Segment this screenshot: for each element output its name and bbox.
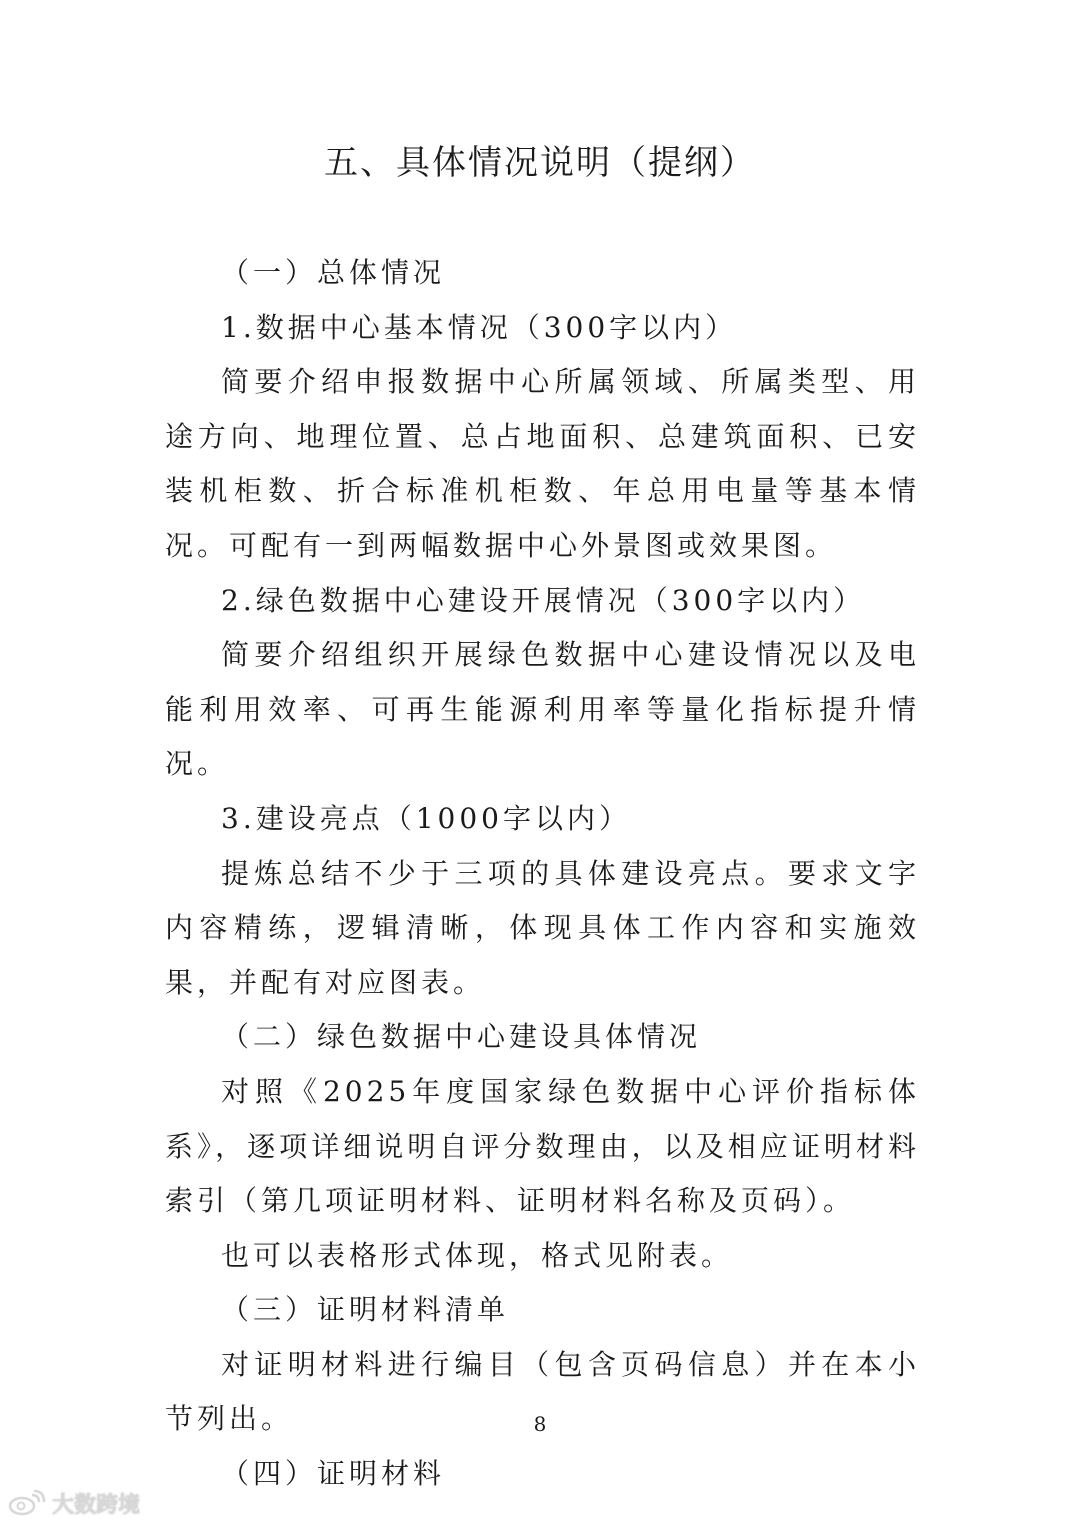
- subsection-heading-basic-info: 1.数据中心基本情况（300字以内）: [221, 310, 738, 344]
- watermark: [8, 1488, 140, 1518]
- paragraph-highlights: 提炼总结不少于三项的具体建设亮点。要求文字内容精练，逻辑清晰，体现具体工作内容和实施效果，并配有对应图表。: [165, 856, 920, 999]
- section-heading-evidence: （四）证明材料: [221, 1457, 446, 1491]
- watermark-text: 大数跨境: [52, 1492, 141, 1518]
- section-heading-overall: （一）总体情况: [221, 256, 446, 289]
- paragraph-details: 对照《2025年度国家绿色数据中心评价指标体系》，逐项详细说明自评分数理由，以及相应证明材料索引（第几项证明材料、证明材料名称及页码）。: [165, 1074, 920, 1218]
- subsection-heading-green-construction: 2.绿色数据中心建设开展情况（300字以内）: [221, 583, 866, 617]
- paragraph-evidence-list: 对证明材料进行编目（包含页码信息）并在本小节列出。: [165, 1347, 920, 1436]
- page-title: 五、具体情况说明（提纲）: [324, 143, 756, 183]
- paragraph-table-format: 也可以表格形式体现，格式见附表。: [221, 1238, 734, 1272]
- weibo-style-logo-icon: [8, 1489, 46, 1517]
- document-body: [165, 246, 920, 1502]
- paragraph-basic-info: 简要介绍申报数据中心所属领域、所属类型、用途方向、地理位置、总占地面积、总建筑面积、已安装机柜数、折合标准机柜数、年总用电量等基本情况。可配有一到两幅数据中心外景图或效果图。: [165, 365, 920, 562]
- paragraph-green-construction: 简要介绍组织开展绿色数据中心建设情况以及电能利用效率、可再生能源利用率等量化指标提升情况。: [165, 638, 920, 781]
- page-number: 8: [533, 1412, 547, 1436]
- section-heading-details: （二）绿色数据中心建设具体情况: [221, 1020, 702, 1054]
- section-heading-evidence-list: （三）证明材料清单: [221, 1293, 510, 1327]
- subsection-heading-highlights: 3.建设亮点（1000字以内）: [221, 801, 631, 835]
